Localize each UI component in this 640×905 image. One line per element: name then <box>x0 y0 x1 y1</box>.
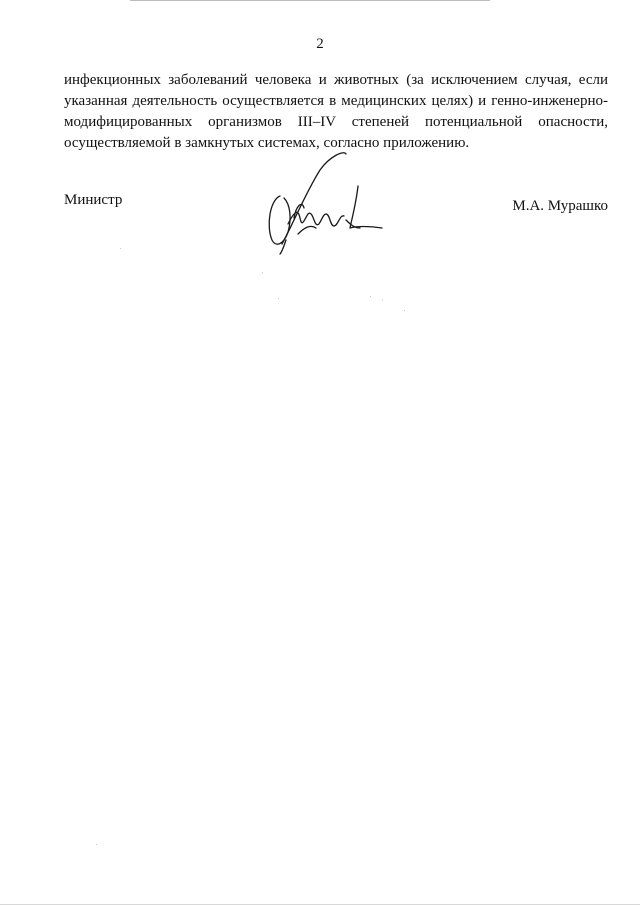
body-line-1: инфекционных заболеваний человека и животных (за исключением случая, если <box>64 72 608 88</box>
scan-speck <box>370 296 371 297</box>
signatory-role: Министр <box>64 192 123 208</box>
body-line-3: модифицированных организмов III–IV степеней потенциальной опасности, <box>64 114 608 130</box>
scan-speck <box>262 272 263 273</box>
scan-speck <box>404 310 405 311</box>
scan-speck <box>120 248 121 249</box>
body-line-2: указанная деятельность осуществляется в медицинских целях) и генно-инженерно- <box>64 93 608 109</box>
top-divider <box>130 0 490 1</box>
page-number: 2 <box>316 36 324 52</box>
scan-speck <box>382 300 383 301</box>
scan-speck <box>96 844 97 845</box>
handwritten-signature-icon <box>258 148 398 258</box>
signatory-name: М.А. Мурашко <box>512 198 608 214</box>
body-line-4: осуществляемой в замкнутых системах, согласно приложению. <box>64 135 470 151</box>
body-paragraph <box>64 70 608 154</box>
scan-speck <box>278 298 279 299</box>
